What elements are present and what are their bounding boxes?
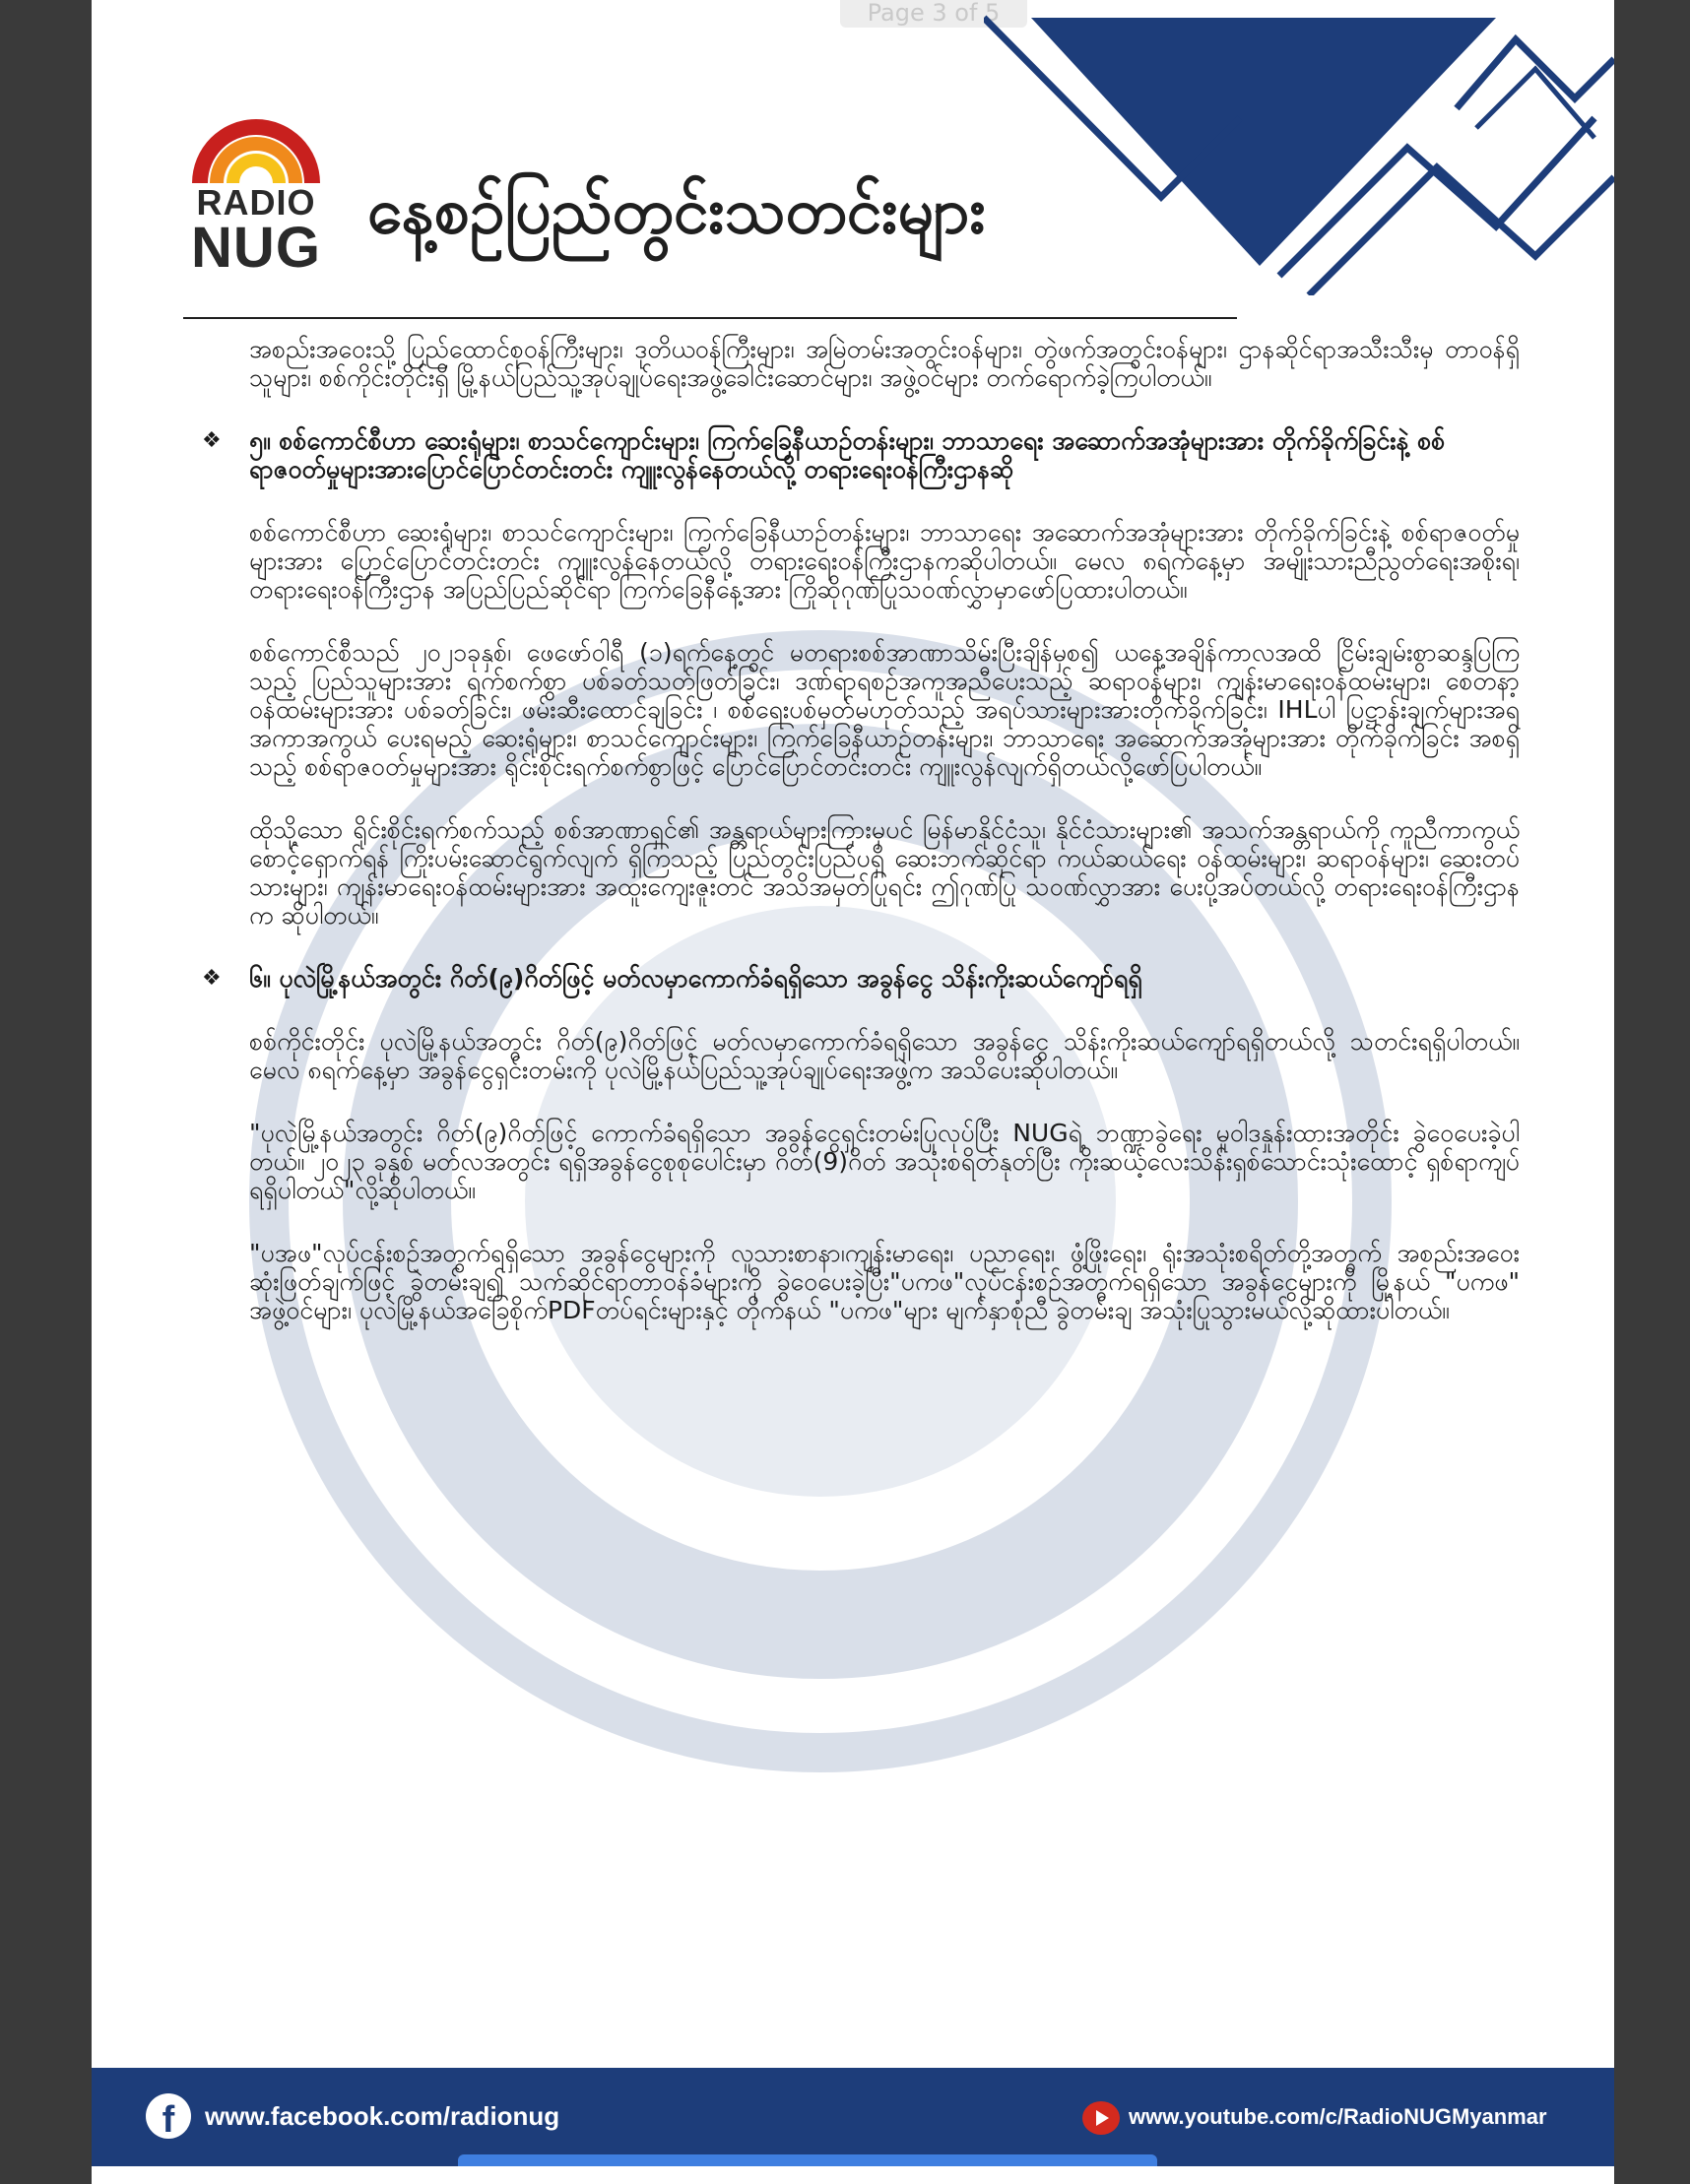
article-paragraph: စစ်ကောင်စီဟာ ဆေးရုံများ၊ စာသင်ကျောင်းများ၊ ကြက်ခြေနီယာဉ်တန်းများ၊ ဘာသာရေး အဆောက်အအုံများအား တိုက်ခိုက်ခြင်းနဲ့ စစ်ရာဇဝတ်မှုများအား ပြောင်ပြောင်တင်းတင်း ကျူးလွန်နေတယ်လို့ တရားရေးဝန်ကြီးဌာနကဆိုပါတယ်။ မေလ ၈ရက်နေ့မှာ အမျိုးသားညီညွတ်ရေးအစိုးရ၊ တရားရေးဝန်ကြီးဌာန အပြည်ပြည်ဆိုင်ရာ ကြက်ခြေနီနေ့အား ကြိုဆိုဂုဏ်ပြုသဝဏ်လွှာမှာဖော်ပြထားပါတယ်။ — [249, 518, 1520, 604]
headline-text: ၆။ ပုလဲမြို့နယ်အတွင်း ဂိတ်(၉)ဂိတ်ဖြင့် မတ်လမှာကောက်ခံရရှိသော အခွန်ငွေ သိန်းကိုးဆယ်ကျော်ရရှိ — [249, 964, 1142, 993]
page-indicator: Page 3 of 5 — [840, 0, 1027, 28]
article-content — [202, 335, 1520, 1359]
article-paragraph: အစည်းအဝေးသို့ ပြည်ထောင်စုဝန်ကြီးများ၊ ဒုတိယဝန်ကြီးများ၊ အမြဲတမ်းအတွင်းဝန်များ၊ တွဲဖက်အတွင်းဝန်များ၊ ဌာနဆိုင်ရာအသီးသီးမှ တာဝန်ရှိသူများ၊ စစ်ကိုင်းတိုင်းရှိ မြို့နယ်ပြည်သူ့အုပ်ချုပ်ရေးအဖွဲ့ခေါင်းဆောင်များ၊ အဖွဲ့ဝင်များ တက်ရောက်ခဲ့ကြပါတယ်။ — [249, 335, 1520, 392]
article-paragraph: ထိုသို့သော ရိုင်းစိုင်းရက်စက်သည့် စစ်အာဏာရှင်၏ အန္တရာယ်များကြားမှပင် မြန်မာနိုင်ငံသူ၊ နိုင်ငံသားများ၏ အသက်အန္တရာယ်ကို ကူညီကာကွယ် စောင့်ရှောက်ရန် ကြိုးပမ်းဆောင်ရွက်လျက် ရှိကြသည့် ပြည်တွင်းပြည်ပရှိ ဆေးဘက်ဆိုင်ရာ ကယ်ဆယ်ရေး ဝန်ထမ်းများ၊ ဆရာဝန်များ၊ ဆေးတပ်သားများ၊ ကျန်းမာရေးဝန်ထမ်းများအား အထူးကျေးဇူးတင် အသိအမှတ်ပြုရင်း ဤဂုဏ်ပြု သဝဏ်လွှာအား ပေးပို့အပ်တယ်လို့ တရားရေးဝန်ကြီးဌာနက ဆိုပါတယ်။ — [249, 815, 1520, 930]
page-title: နေ့စဉ်ပြည်တွင်းသတင်းများ — [367, 175, 986, 248]
radio-nug-logo — [182, 108, 330, 280]
logo-line-2: NUG — [191, 216, 321, 280]
document-page — [92, 0, 1614, 2184]
corner-decoration — [984, 0, 1614, 295]
viewer-scrollbar[interactable] — [458, 2154, 1157, 2166]
footer-bar — [92, 2068, 1614, 2166]
facebook-link[interactable]: www.facebook.com/radionug — [205, 2101, 560, 2131]
article-paragraph: "ပအဖ"လုပ်ငန်းစဉ်အတွက်ရရှိသော အခွန်ငွေများကို လူသားစာနာ၊ကျန်းမာရေး၊ ပညာရေး၊ ဖွံ့ဖြိုးရေး၊ ရုံးအသုံးစရိတ်တို့အတွက် အစည်းအဝေးဆုံးဖြတ်ချက်ဖြင့် ခွဲတမ်းချ၍ သက်ဆိုင်ရာတာဝန်ခံများကို ခွဲဝေပေးခဲ့ပြီး"ပကဖ"လုပ်ငန်းစဉ်အတွက်ရရှိသော အခွန်ငွေများကို မြို့နယ် "ပကဖ" အဖွဲ့ဝင်များ၊ ပုလဲမြို့နယ်အခြေစိုက်PDFတပ်ရင်းများနှင့် တိုက်နယ် "ပကဖ"များ မျက်နှာစုံညီ ခွဲတမ်းချ အသုံးပြုသွားမယ်လို့ဆိုထားပါတယ်။ — [249, 1239, 1520, 1324]
headline-text: ၅။ စစ်ကောင်စီဟာ ဆေးရုံများ၊ စာသင်ကျောင်းများ၊ ကြက်ခြေနီယာဉ်တန်းများ၊ ဘာသာရေး အဆောက်အအုံများအား တိုက်ခိုက်ခြင်းနဲ့ စစ်ရာဇဝတ်မှုများအားပြောင်ပြောင်တင်းတင်း ကျူးလွန်နေတယ်လို့ တရားရေးဝန်ကြီးဌာနဆို — [249, 426, 1446, 483]
article-paragraph: စစ်ကိုင်းတိုင်း ပုလဲမြို့နယ်အတွင်း ဂိတ်(၉)ဂိတ်ဖြင့် မတ်လမှာကောက်ခံရရှိသော အခွန်ငွေ သိန်းကိုးဆယ်ကျော်ရရှိတယ်လို့ သတင်းရရှိပါတယ်။ မေလ ၈ရက်နေ့မှာ အခွန်ငွေရှင်းတမ်းကို ပုလဲမြို့နယ်ပြည်သူ့အုပ်ချုပ်ရေးအဖွဲ့က အသိပေးဆိုပါတယ်။ — [249, 1027, 1520, 1084]
youtube-icon[interactable] — [1082, 2101, 1120, 2135]
article-paragraph: စစ်ကောင်စီသည် ၂၀၂၁ခုနှစ်၊ ဖေဖော်ဝါရီ (၁)ရက်နေ့တွင် မတရားစစ်အာဏာသိမ်းပြီးချိန်မှစ၍ ယနေ့အချိန်ကာလအထိ ငြိမ်းချမ်းစွာဆန္ဒပြကြသည့် ပြည်သူများအား ရက်စက်စွာ ပစ်ခတ်သတ်ဖြတ်ခြင်း၊ ဒဏ်ရာရစဉ်အကူအညီပေးသည့် ဆရာဝန်များ၊ ကျန်းမာရေးဝန်ထမ်းများ၊ စေတနာ့ ဝန်ထမ်းများအား ပစ်ခတ်ခြင်း၊ ဖမ်းဆီးထောင်ချခြင်း ၊ စစ်ရေးပစ်မှတ်မဟုတ်သည့် အရပ်သားများအားတိုက်ခိုက်ခြင်း၊ IHLပါ ပြဋ္ဌာန်းချက်များအရ အကာအကွယ် ပေးရမည့် ဆေးရုံများ၊ စာသင်ကျောင်းများ၊ ကြက်ခြေနီယာဉ်တန်းများ၊ ဘာသာရေး အဆောက်အအုံများအား တိုက်ခိုက်ခြင်း အစရှိသည့် စစ်ရာဇဝတ်မှုများအား ရိုင်းစိုင်းရက်စက်စွာဖြင့် ပြောင်ပြောင်တင်းတင်း ကျူးလွန်လျက်ရှိတယ်လို့ဖော်ပြပါတယ်။ — [249, 638, 1520, 781]
facebook-icon[interactable]: f — [146, 2093, 191, 2139]
diamond-bullet-icon: ❖ — [202, 428, 222, 453]
logo-line-1: RADIO — [196, 182, 316, 223]
headline-6 — [202, 964, 1520, 993]
radio-waves-icon — [182, 108, 330, 187]
diamond-bullet-icon: ❖ — [202, 966, 222, 991]
title-divider — [183, 317, 1237, 319]
article-paragraph: "ပုလဲမြို့နယ်အတွင်း ဂိတ်(၉)ဂိတ်ဖြင့် ကောက်ခံရရှိသော အခွန်ငွေရှင်းတမ်းပြုလုပ်ပြီး NUGရဲ့ ဘဏ္ဍာခွဲရေး မူဝါဒနှုန်းထားအတိုင်း ခွဲဝေပေးခဲ့ပါတယ်။ ၂၀၂၃ ခုနှစ် မတ်လအတွင်း ရရှိအခွန်ငွေစုစုပေါင်းမှာ ဂိတ်(9)ဂိတ် အသုံးစရိတ်နုတ်ပြီး ကိုးဆယ့်လေးသိန်းရှစ်သောင်းသုံးထောင့် ရှစ်ရာကျပ် ရရှိပါတယ်"လို့ဆိုပါတယ်။ — [249, 1119, 1520, 1204]
youtube-link[interactable]: www.youtube.com/c/RadioNUGMyanmar — [1129, 2104, 1547, 2129]
headline-5 — [202, 426, 1520, 483]
